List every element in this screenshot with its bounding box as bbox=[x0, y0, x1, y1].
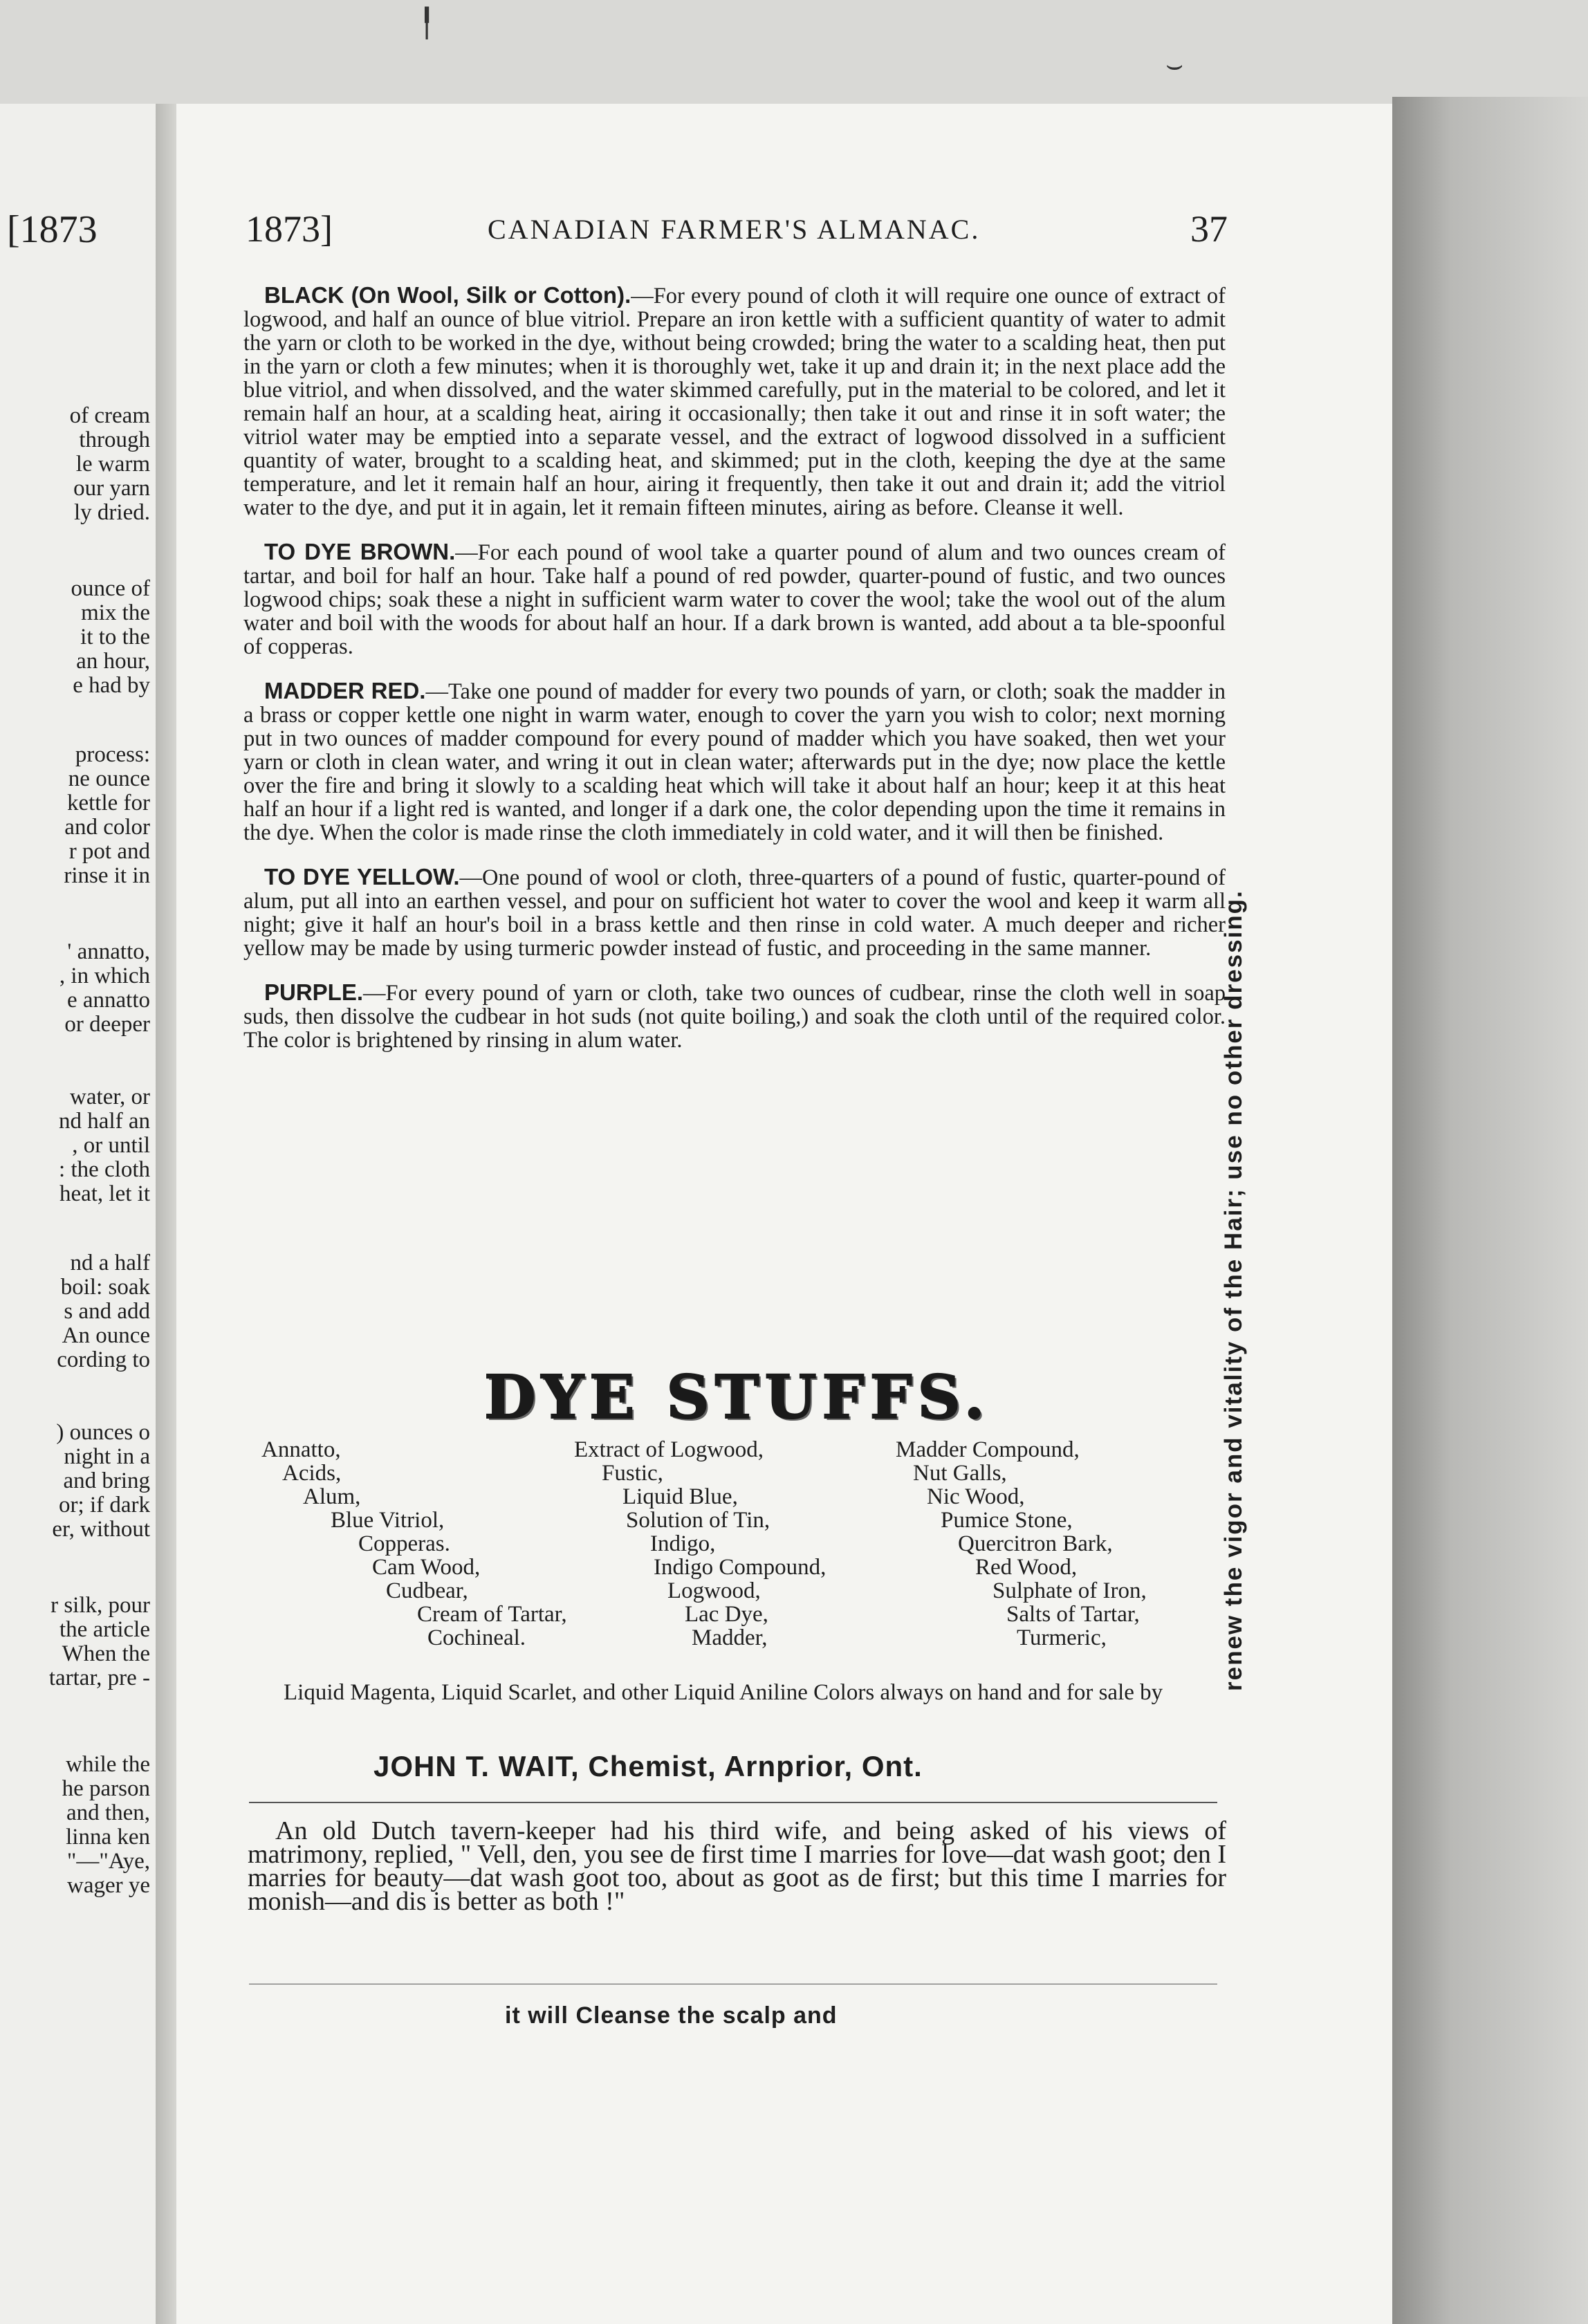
recipe-madder-red bbox=[243, 679, 1226, 845]
dye-stuffs-heading: DYE STUFFS. bbox=[484, 1363, 990, 1432]
dye-stuff-item: Nic Wood, bbox=[927, 1484, 1025, 1509]
dye-stuff-item: Sulphate of Iron, bbox=[992, 1578, 1147, 1603]
dye-stuff-item: Cochineal. bbox=[427, 1625, 526, 1650]
left-page-line: An ounce bbox=[62, 1323, 150, 1348]
left-page-line: rinse it in bbox=[64, 863, 150, 888]
left-page-line: ' annatto, bbox=[67, 939, 150, 964]
dye-stuff-item: Madder, bbox=[692, 1625, 768, 1650]
dye-stuff-item: Copperas. bbox=[358, 1531, 450, 1556]
dye-stuff-item: Logwood, bbox=[667, 1578, 761, 1603]
left-page-line: le warm bbox=[75, 452, 150, 477]
dye-stuff-item: Fustic, bbox=[602, 1461, 663, 1486]
notice-text: Liquid Magenta, Liquid Scarlet, and other Liquid Aniline Colors always on hand and for sale by bbox=[284, 1680, 1163, 1705]
dye-stuff-item: Cream of Tartar, bbox=[417, 1602, 567, 1627]
book-gutter bbox=[156, 104, 176, 2324]
recipe-body: —For every pound of cloth it will require one ounce of extract of logwood, and half an ounce of blue vitriol. Prepare an iron kettle with a sufficient quantity of water to admit the yarn or cloth to be worked in the dye, without being crowded; bring the water to a scalding heat, then put in the yarn or cloth a few minutes; when it is thoroughly wet, take it up and drain it; in the next place add the blue vitriol, and when dissolved, and the water skimmed carefully, put in the material to be colored, and let it remain half an hour, at a scalding heat, airing it occasionally; then take it out and rinse it in soft water; the vitriol water may be emptied into a separate vessel, and the extract of logwood dissolved in a sufficient quantity of water, brought to a scalding heat, and skimmed; put in the cloth, keeping the dye at the same temperature, and let it remain half an hour, airing it frequently, then take it out and drain it; add the vitriol water to the dye, and put it in again, let it remain fifteen minutes, airing as before. Cleanse it well. bbox=[243, 284, 1226, 520]
left-page-line: it to the bbox=[80, 625, 150, 649]
left-page-line: : the cloth bbox=[59, 1157, 150, 1182]
anecdote-text: An old Dutch tavern-keeper had his third wife, and being asked of his views of matrimony, replied, " Vell, den, you see de first time I marries for love—dat wash goot; den I marries for beauty—dat wash goot too, about as goot as de first; but this time I marries for monish—and dis is better as both !" bbox=[248, 1816, 1226, 1916]
recipe-heading: MADDER RED. bbox=[264, 678, 426, 703]
page-edge bbox=[1392, 97, 1588, 2324]
header-title: CANADIAN FARMER'S ALMANAC. bbox=[488, 214, 981, 245]
left-page-line: ly dried. bbox=[74, 500, 150, 525]
recipe-body: —For each pound of wool take a quarter pound of alum and two ounces cream of tartar, and boil for half an hour. Take half a pound of red powder, quarter-pound of fustic, and two ounces logwood chips; soak these a night in sufficient warm water to cover the wool; take the wool out of the alum water and boil with the woods for about half an hour. If a dark brown is wanted, add about a ta ble-spoonful of copperas. bbox=[243, 540, 1226, 659]
left-page-line: tartar, pre - bbox=[48, 1666, 150, 1690]
left-page-line: or deeper bbox=[64, 1012, 150, 1037]
aniline-notice bbox=[263, 1681, 1228, 1704]
left-page-line: nd a half bbox=[70, 1251, 150, 1275]
left-page-line: ) ounces o bbox=[56, 1420, 150, 1445]
left-page-line: , in which bbox=[59, 963, 150, 988]
scan-background-top bbox=[0, 0, 1588, 104]
header-year: 1873] bbox=[246, 208, 333, 250]
dye-stuff-item: Alum, bbox=[303, 1484, 361, 1509]
left-page-line: e had by bbox=[73, 673, 150, 698]
left-page-fragment bbox=[0, 104, 156, 2324]
dye-stuff-item: Cudbear, bbox=[386, 1578, 468, 1603]
left-page-line: water, or bbox=[70, 1085, 150, 1109]
dye-stuff-item: Indigo Compound, bbox=[654, 1555, 827, 1580]
left-page-line: and color bbox=[64, 815, 150, 840]
left-page-line: r silk, pour bbox=[50, 1593, 150, 1618]
dye-stuff-item: Salts of Tartar, bbox=[1006, 1602, 1140, 1627]
left-page-line: wager ye bbox=[66, 1873, 150, 1898]
dye-stuff-item: Annatto, bbox=[261, 1437, 341, 1462]
left-page-line: ne ounce bbox=[68, 766, 150, 791]
left-page-line: an hour, bbox=[76, 649, 150, 674]
recipe-body: —Take one pound of madder for every two pounds of yarn, or cloth; soak the madder in a brass or copper kettle one night in warm water, enough to cover the yarn you wish to color; next morning put in two ounces of madder compound for every pound of madder which you have soaked, then wet your yarn or cloth in clean water, and wring it out in clean water; afterwards put in the dye; now place the kettle over the fire and bring it slowly to a scalding heat which will take it about half an hour; keep it at this heat half an hour if a light red is wanted, and longer if a dark one, the color depending upon the time it remains in the dye. When the color is made rinse the cloth immediately in cold water, and it will then be finished. bbox=[243, 679, 1226, 845]
left-page-line: heat, let it bbox=[59, 1181, 150, 1206]
page-header bbox=[246, 208, 1228, 249]
dye-stuff-item: Solution of Tin, bbox=[626, 1508, 770, 1533]
left-page-line: s and add bbox=[64, 1299, 150, 1324]
page-number: 37 bbox=[1190, 208, 1228, 250]
left-page-line: er, without bbox=[52, 1517, 150, 1542]
recipe-body: —One pound of wool or cloth, three-quarters of a pound of fustic, quarter-pound of alum, put all into an earthen vessel, and pour on sufficient hot water to cover the wool and keep it warm all night; give it half an hour's boil in a brass kettle and then rinse in cold water. A much deeper and richer yellow may be made by using turmeric powder instead of fustic, and proceeding in the same manner. bbox=[243, 865, 1226, 961]
dye-stuff-item: Extract of Logwood, bbox=[574, 1437, 764, 1462]
chemist-advert: JOHN T. WAIT, Chemist, Arnprior, Ont. bbox=[373, 1750, 923, 1782]
divider bbox=[249, 1802, 1217, 1803]
left-page-line: or; if dark bbox=[59, 1493, 150, 1518]
footer-advert: it will Cleanse the scalp and bbox=[505, 2002, 838, 2029]
dye-stuff-item: Blue Vitriol, bbox=[331, 1508, 445, 1533]
dye-stuff-item: Madder Compound, bbox=[896, 1437, 1080, 1462]
dye-stuff-item: Acids, bbox=[282, 1461, 342, 1486]
left-page-line: linna ken bbox=[66, 1825, 150, 1850]
dye-stuff-item: Red Wood, bbox=[975, 1555, 1078, 1580]
dye-stuff-item: Nut Galls, bbox=[913, 1461, 1007, 1486]
dye-stuff-item: Turmeric, bbox=[1017, 1625, 1107, 1650]
recipe-heading: TO DYE BROWN. bbox=[264, 539, 456, 564]
left-page-line: When the bbox=[62, 1641, 150, 1666]
left-page-line: nd half an bbox=[59, 1109, 150, 1134]
left-page-line: through bbox=[79, 427, 150, 452]
recipe-black bbox=[243, 284, 1226, 519]
dye-stuff-item: Lac Dye, bbox=[685, 1602, 768, 1627]
left-page-line: , or until bbox=[72, 1133, 150, 1158]
left-page-line: and then, bbox=[66, 1800, 150, 1825]
scan-artifact: ⌣ bbox=[1165, 49, 1184, 80]
left-page-line: process: bbox=[75, 742, 150, 767]
left-page-line: he parson bbox=[62, 1776, 150, 1801]
left-page-line: mix the bbox=[81, 600, 150, 625]
recipe-brown bbox=[243, 540, 1226, 658]
side-advert-band: renew the vigor and vitality of the Hair; use no other dressing. bbox=[1220, 889, 1247, 1691]
dye-stuff-item: Indigo, bbox=[650, 1531, 716, 1556]
recipe-body: —For every pound of yarn or cloth, take two ounces of cudbear, rinse the cloth well in soap suds, then dissolve the cudbear in hot suds (not quite boiling,) and soak the cloth until of the required color. The color is brightened by rinsing in alum water. bbox=[243, 981, 1226, 1053]
dye-stuff-item: Pumice Stone, bbox=[941, 1508, 1073, 1533]
dye-stuff-item: Liquid Blue, bbox=[622, 1484, 738, 1509]
left-page-line: ounce of bbox=[71, 576, 150, 601]
left-page-line: and bring bbox=[63, 1468, 150, 1493]
left-page-line: kettle for bbox=[66, 791, 150, 815]
left-page-line: "—"Aye, bbox=[66, 1849, 150, 1874]
dye-recipes bbox=[243, 284, 1226, 1073]
dye-stuff-item: Cam Wood, bbox=[372, 1555, 481, 1580]
left-page-line: night in a bbox=[64, 1444, 150, 1469]
left-page-header: [1873 bbox=[7, 208, 98, 251]
left-page-line: while the bbox=[66, 1752, 150, 1777]
recipe-heading: PURPLE. bbox=[264, 979, 364, 1005]
dye-stuff-item: Quercitron Bark, bbox=[958, 1531, 1113, 1556]
left-page-line: r pot and bbox=[68, 839, 150, 864]
recipe-heading: BLACK (On Wool, Silk or Cotton). bbox=[264, 282, 631, 308]
recipe-yellow bbox=[243, 865, 1226, 960]
left-page-line: the article bbox=[59, 1617, 150, 1642]
left-page-line: of cream bbox=[69, 403, 150, 428]
left-page-line: boil: soak bbox=[60, 1275, 150, 1300]
recipe-purple bbox=[243, 981, 1226, 1052]
recipe-heading: TO DYE YELLOW. bbox=[264, 864, 460, 889]
left-page-line: e annatto bbox=[66, 988, 150, 1013]
anecdote bbox=[248, 1816, 1226, 1916]
dye-stuffs-list bbox=[242, 1439, 1231, 1660]
scan-artifact: ╿ bbox=[418, 8, 436, 39]
left-page-line: our yarn bbox=[73, 476, 150, 501]
left-page-line: cording to bbox=[57, 1347, 150, 1372]
